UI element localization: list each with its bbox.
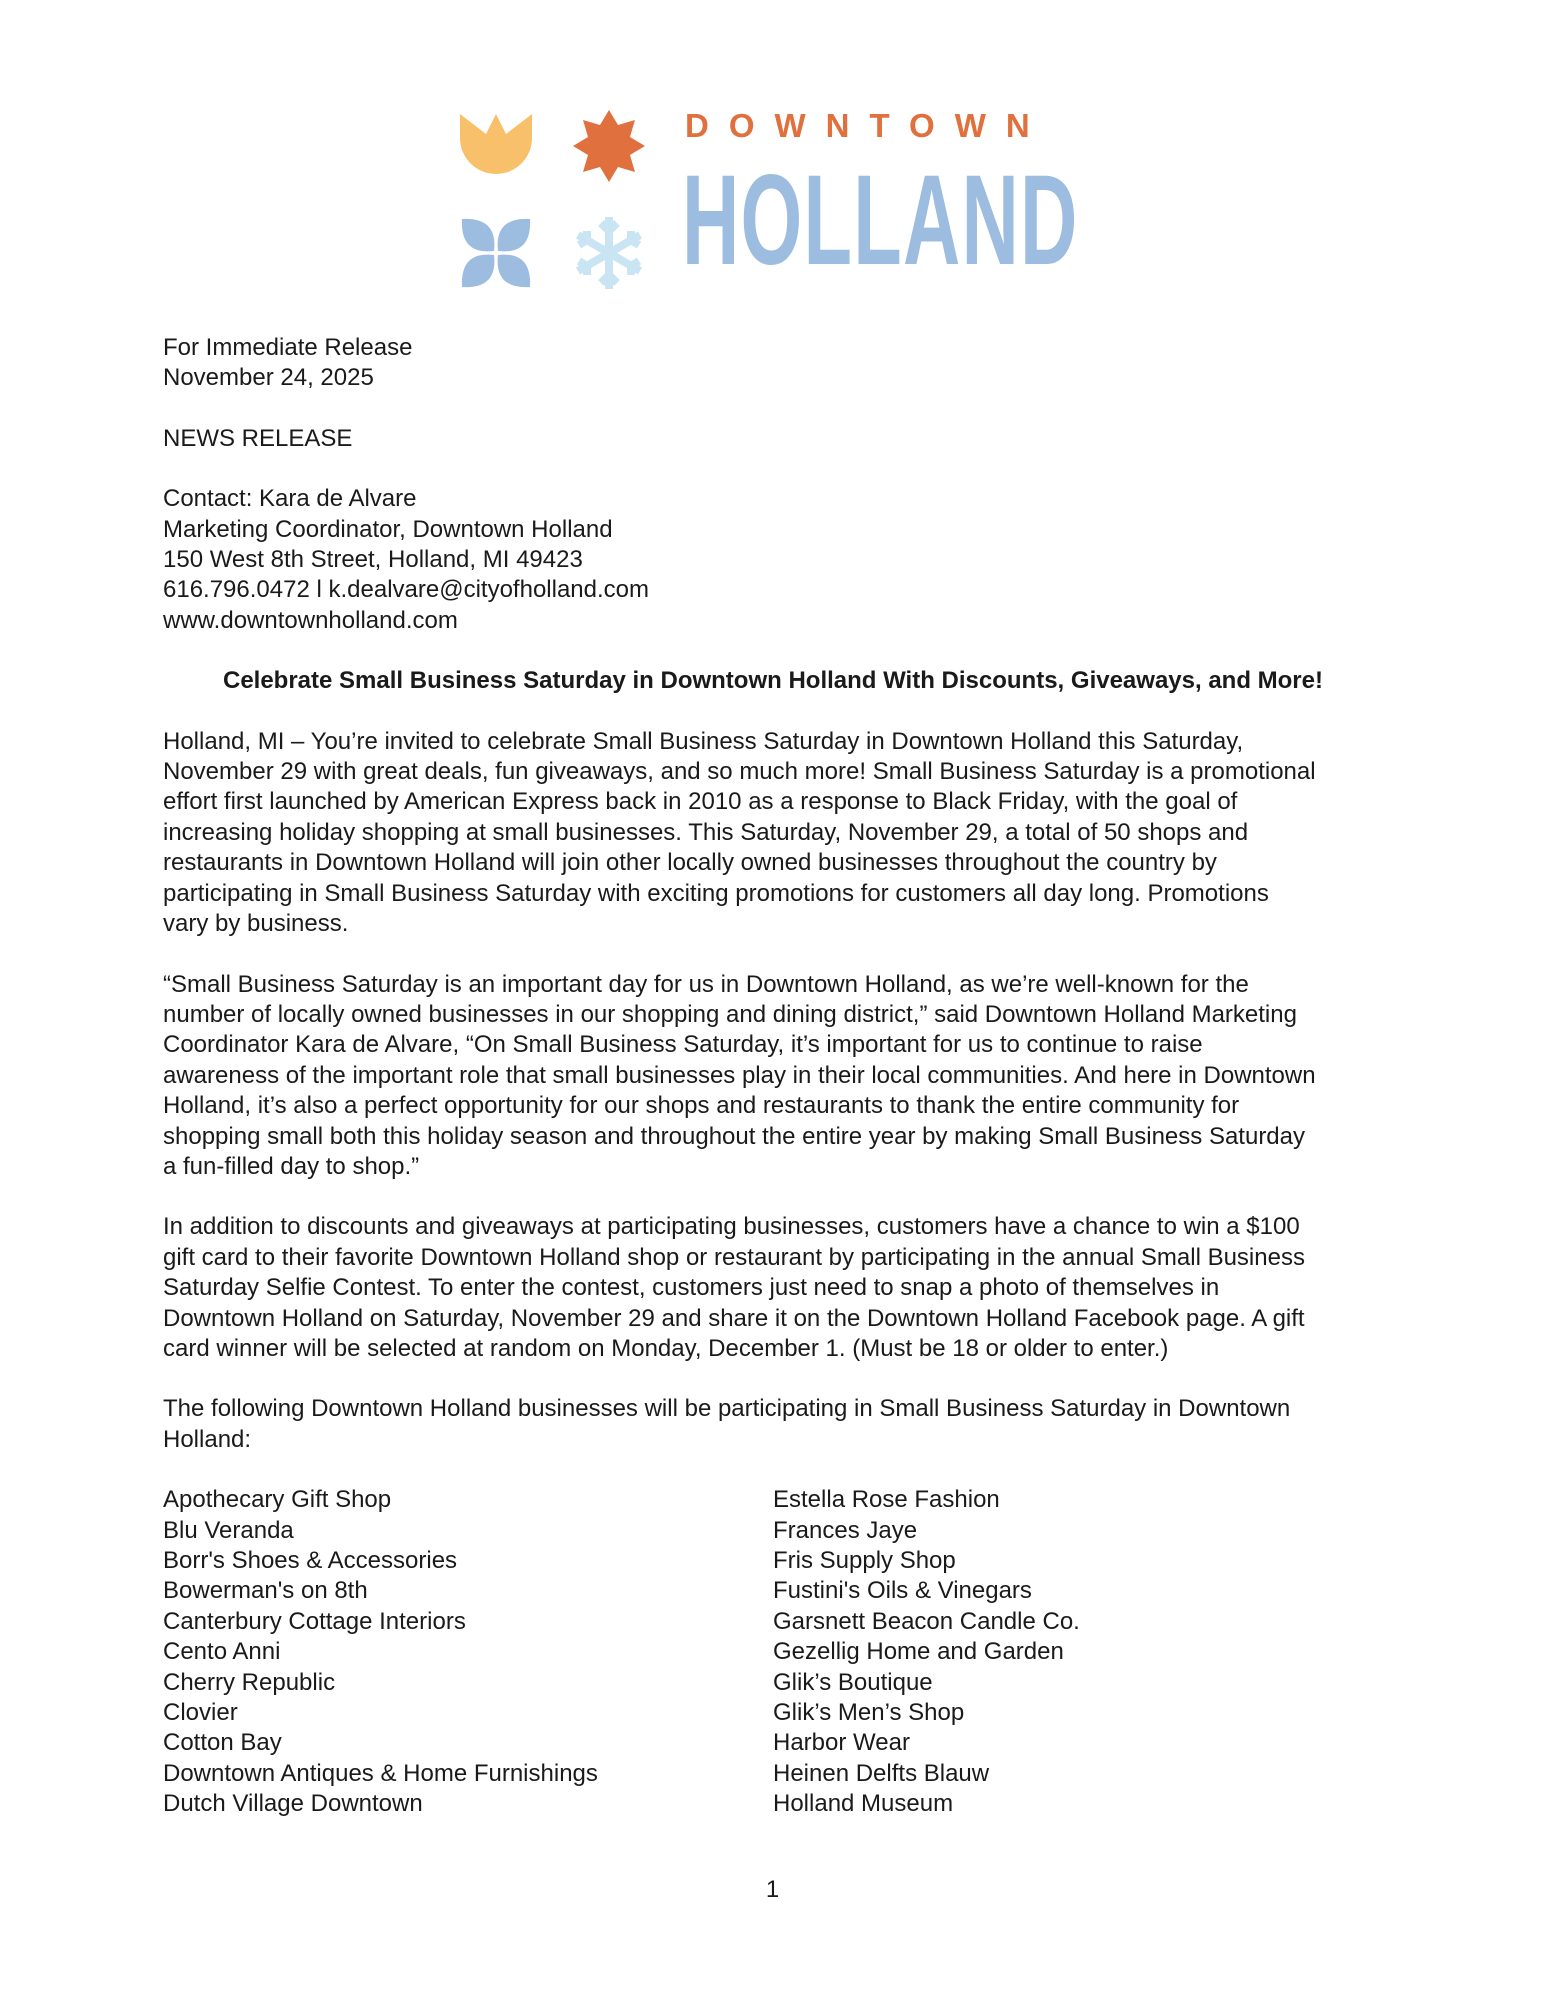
business-column-right xyxy=(773,1485,1383,1819)
sun-icon xyxy=(573,110,645,182)
contact-title: Marketing Coordinator, Downtown Holland xyxy=(163,515,613,543)
paragraph-line: Holland: xyxy=(163,1425,252,1453)
business-item: Cotton Bay xyxy=(163,1729,282,1757)
paragraph-line: shopping small both this holiday season and throughout the entire year by making Small Business Saturday xyxy=(163,1122,1306,1150)
contact-address: 150 West 8th Street, Holland, MI 49423 xyxy=(163,546,583,574)
headline: Celebrate Small Business Saturday in Downtown Holland With Discounts, Giveaways, and More! xyxy=(222,667,1323,695)
business-item: Fustini's Oils & Vinegars xyxy=(773,1577,1032,1605)
business-item: Dutch Village Downtown xyxy=(163,1790,423,1818)
business-item: Downtown Antiques & Home Furnishings xyxy=(163,1759,598,1787)
tulip-icon xyxy=(460,114,532,174)
business-item: Cherry Republic xyxy=(163,1668,336,1696)
paragraph-line: number of locally owned businesses in our shopping and dining district,” said Downtown Holland Marketing xyxy=(163,1000,1297,1028)
paragraph-line: participating in Small Business Saturday with exciting promotions for customers all day long. Promotions xyxy=(163,879,1269,907)
business-item: Holland Museum xyxy=(773,1790,954,1818)
paragraph-intro xyxy=(163,727,1383,940)
paragraph-line: card winner will be selected at random on Monday, December 1. (Must be 18 or older to enter.) xyxy=(163,1334,1169,1362)
business-item: Garsnett Beacon Candle Co. xyxy=(773,1607,1080,1635)
paragraph-line: Holland, MI – You’re invited to celebrate Small Business Saturday in Downtown Holland this Saturday, xyxy=(163,727,1244,755)
release-header xyxy=(163,333,1383,394)
business-item: Heinen Delfts Blauw xyxy=(773,1759,990,1787)
paragraph-line: increasing holiday shopping at small businesses. This Saturday, November 29, a total of 50 shops and xyxy=(163,818,1249,846)
business-item: Borr's Shoes & Accessories xyxy=(163,1546,458,1574)
snowflake-icon xyxy=(578,217,640,289)
business-item: Blu Veranda xyxy=(163,1516,294,1544)
logo-icons xyxy=(460,108,650,293)
paragraph-quote xyxy=(163,970,1383,1183)
business-item: Bowerman's on 8th xyxy=(163,1577,368,1605)
release-date: November 24, 2025 xyxy=(163,364,374,392)
business-item: Clovier xyxy=(163,1698,238,1726)
paragraph-line: gift card to their favorite Downtown Holland shop or restaurant by participating in the annual Small Business xyxy=(163,1243,1305,1271)
business-column-left xyxy=(163,1485,773,1819)
logo-word-downtown: DOWNTOWN xyxy=(685,107,1050,144)
paragraph-list-intro xyxy=(163,1394,1383,1455)
business-item: Gezellig Home and Garden xyxy=(773,1638,1064,1666)
contact-phone-email: 616.796.0472 l k.dealvare@cityofholland.com xyxy=(163,576,649,604)
business-item: Apothecary Gift Shop xyxy=(163,1486,392,1514)
logo-word-holland: HOLLAND xyxy=(682,149,1079,292)
paragraph-line: Saturday Selfie Contest. To enter the contest, customers just need to snap a photo of themselves in xyxy=(163,1274,1220,1302)
business-item: Glik’s Men’s Shop xyxy=(773,1698,965,1726)
paragraph-line: November 29 with great deals, fun giveaways, and so much more! Small Business Saturday is a promotional xyxy=(163,758,1316,786)
business-item: Estella Rose Fashion xyxy=(773,1486,1000,1514)
release-type: NEWS RELEASE xyxy=(163,424,353,452)
business-item: Frances Jaye xyxy=(773,1516,918,1544)
paragraph-line: In addition to discounts and giveaways at participating businesses, customers have a chance to win a $100 xyxy=(163,1213,1300,1241)
business-item: Canterbury Cottage Interiors xyxy=(163,1607,466,1635)
paragraph-line: Coordinator Kara de Alvare, “On Small Business Saturday, it’s important for us to continue to raise xyxy=(163,1031,1203,1059)
release-type-block xyxy=(163,424,1383,454)
release-label: For Immediate Release xyxy=(163,334,413,361)
business-item: Cento Anni xyxy=(163,1638,281,1666)
news-release-body xyxy=(163,333,1383,1819)
contact-website: www.downtownholland.com xyxy=(163,606,458,634)
paragraph-line: a fun-filled day to shop.” xyxy=(163,1152,420,1180)
contact-block xyxy=(163,484,1383,636)
business-item: Glik’s Boutique xyxy=(773,1668,933,1696)
paragraph-contest xyxy=(163,1212,1383,1364)
business-item: Harbor Wear xyxy=(773,1729,910,1757)
paragraph-line: effort first launched by American Express back in 2010 as a response to Black Friday, with the goal of xyxy=(163,788,1238,816)
paragraph-line: “Small Business Saturday is an important day for us in Downtown Holland, as we’re well-known for the xyxy=(163,970,1249,998)
paragraph-line: vary by business. xyxy=(163,910,349,938)
business-item: Fris Supply Shop xyxy=(773,1546,956,1574)
business-list xyxy=(163,1485,1383,1819)
paragraph-line: The following Downtown Holland businesses will be participating in Small Business Saturday in Downtown xyxy=(163,1395,1291,1423)
paragraph-line: Downtown Holland on Saturday, November 29 and share it on the Downtown Holland Facebook page. A gift xyxy=(163,1304,1305,1332)
downtown-holland-logo xyxy=(460,107,1079,293)
paragraph-line: Holland, it’s also a perfect opportunity for our shops and restaurants to thank the entire community for xyxy=(163,1092,1240,1120)
contact-name: Contact: Kara de Alvare xyxy=(163,485,417,513)
page-number: 1 xyxy=(765,1876,780,1903)
petal-icon xyxy=(462,219,530,287)
paragraph-line: restaurants in Downtown Holland will join other locally owned businesses throughout the country by xyxy=(163,849,1217,877)
paragraph-line: awareness of the important role that small businesses play in their local communities. And here in Downtown xyxy=(163,1061,1316,1089)
